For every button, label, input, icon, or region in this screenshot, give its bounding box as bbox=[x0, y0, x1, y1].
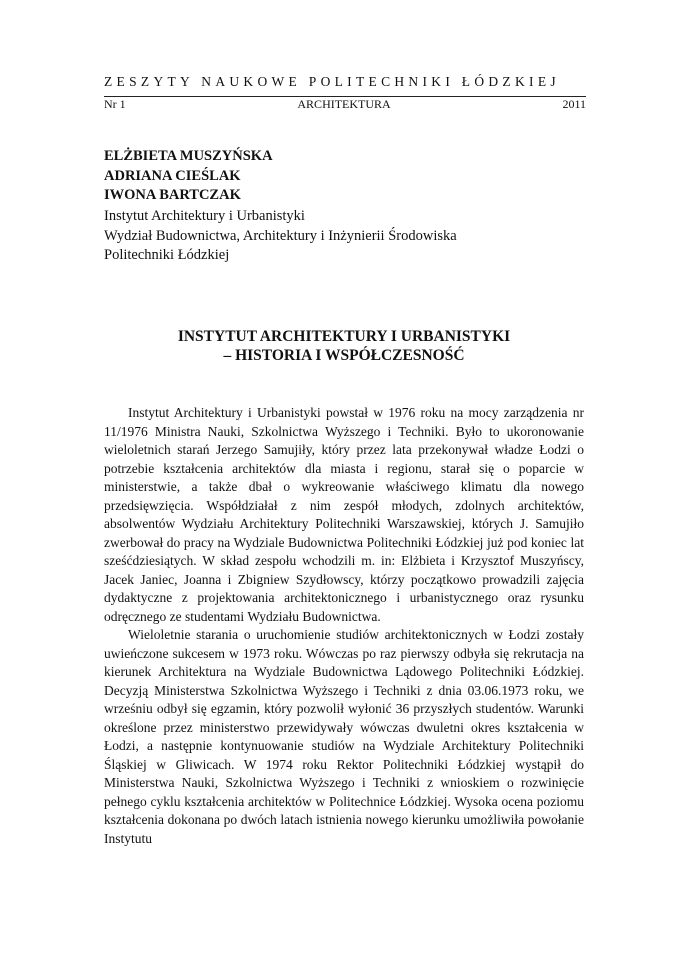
section-name: ARCHITEKTURA bbox=[297, 97, 391, 111]
article-title bbox=[104, 327, 584, 365]
issue-number: Nr 1 bbox=[104, 97, 126, 111]
affiliation-line: Wydział Budownictwa, Architektury i Inżynierii Środowiska bbox=[104, 227, 457, 244]
journal-name: ZESZYTY NAUKOWE POLITECHNIKI ŁÓDZKIEJ bbox=[104, 74, 560, 89]
affiliation-line: Instytut Architektury i Urbanistyki bbox=[104, 208, 305, 224]
affiliation-line: Politechniki Łódzkiej bbox=[104, 247, 230, 263]
author-name: ADRIANA CIEŚLAK bbox=[104, 167, 241, 184]
body-paragraph: Instytut Architektury i Urbanistyki powstał w 1976 roku na mocy zarządzenia nr 11/1976 Ministra Nauki, Szkolnictwa Wyższego i Techniki. Było to ukoronowanie wieloletnich starań Jerzego Samujiły, który przez lata przekonywał władze Łodzi o potrzebie kształcenia architektów dla miasta i regionu, starał się o poparcie w ministerstwie, a także dbał o wykreowanie właściwego klimatu dla nowego przedsięwzięcia. Współdziałał z nim zespół młodych, zdolnych architektów, absolwentów Wydziału Architektury Politechniki Warszawskiej, których J. Samujiło zwerbował do pracy na Wydziale Budownictwa Politechniki Łódzkiej już pod koniec lat sześćdziesiątych. W skład zespołu wchodzili m. in: Elżbieta i Krzysztof Muszyńscy, Jacek Janiec, Joanna i Zbigniew Szydłowscy, którzy początkowo prowadzili zajęcia dydaktyczne z projektowania architektonicznego i urbanistycznego oraz rysunku odręcznego ze studentami Wydziału Budownictwa. bbox=[104, 405, 584, 624]
body-paragraph: Wieloletnie starania o uruchomienie studiów architektonicznych w Łodzi zostały uwieńczone sukcesem w 1973 roku. Wówczas po raz pierwszy odbyła się rekrutacja na kierunek Architektura na Wydziale Budownictwa Lądowego Politechniki Łódzkiej. Decyzją Ministerstwa Szkolnictwa Wyższego i Techniki z dnia 03.06.1973 roku, we wrześniu odbył się egzamin, który pozwolił wyłonić 36 przyszłych studentów. Warunki określone przez ministerstwo przewidywały wówczas dwuletni okres kształcenia w Łodzi, a następnie kontynuowanie studiów na Wydziale Architektury Politechniki Śląskiej w Gliwicach. W 1974 roku Rektor Politechniki Łódzkiej wystąpił do Ministerstwa Nauki, Szkolnictwa Wyższego i Techniki z wnioskiem o rozwinięcie pełnego cyklu kształcenia architektów w Politechnice Łódzkiej. Wysoka ocena poziomu kształcenia dokonana po dwóch latach istnienia nowego kierunku umożliwiła powołanie Instytutu bbox=[104, 627, 584, 846]
article-body bbox=[104, 404, 584, 848]
author-name: IWONA BARTCZAK bbox=[104, 187, 241, 203]
author-list bbox=[104, 147, 273, 206]
affiliation bbox=[104, 207, 457, 266]
title-line: INSTYTUT ARCHITEKTURY I URBANISTYKI bbox=[177, 328, 511, 345]
title-line: – HISTORIA I WSPÓŁCZESNOŚĆ bbox=[223, 347, 465, 364]
author-name: ELŻBIETA MUSZYŃSKA bbox=[104, 148, 273, 164]
issue-year: 2011 bbox=[562, 97, 586, 111]
issue-info-bar bbox=[104, 96, 586, 111]
